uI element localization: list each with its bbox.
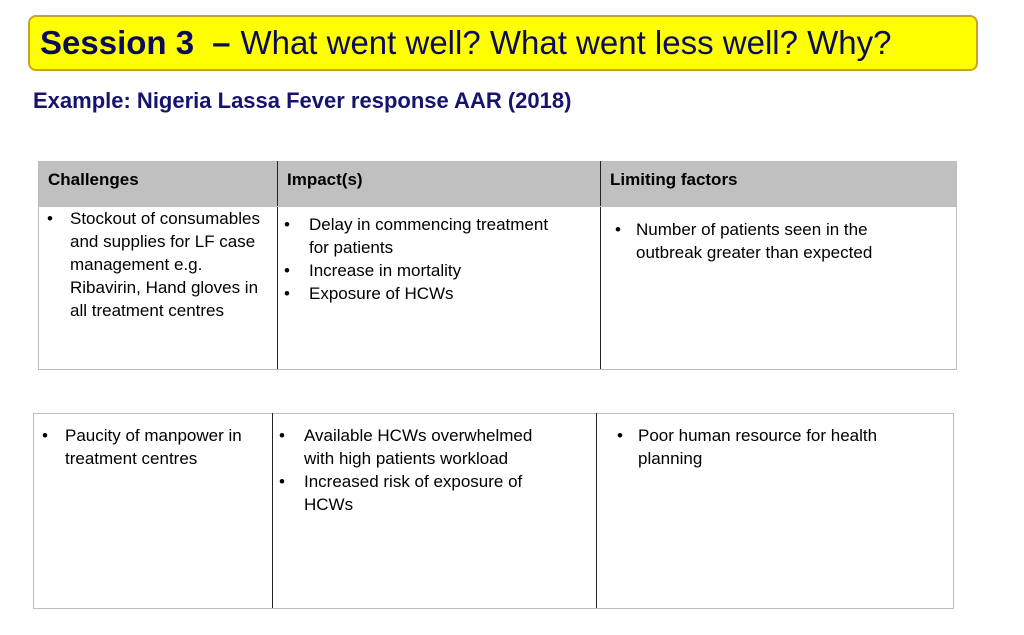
header-limiting-factors: Limiting factors <box>601 162 957 207</box>
limiting-factors-cell <box>597 414 954 609</box>
challenges-cell <box>34 414 273 609</box>
list-item: • Increased risk of exposure of HCWs <box>273 470 566 516</box>
table-row <box>34 414 954 609</box>
impacts-cell <box>273 414 597 609</box>
list-item: • Number of patients seen in the outbreak greater than expected <box>609 218 916 264</box>
limiting-factors-cell <box>601 207 957 370</box>
list-item: • Stockout of consumables and supplies for LF case management e.g. Ribavirin, Hand gloves in all treatment centres <box>41 207 271 322</box>
challenges-list <box>39 207 277 322</box>
session-title-banner <box>28 15 978 71</box>
limiting-list <box>601 207 956 264</box>
example-subtitle: Example: Nigeria Lassa Fever response AAR (2018) <box>33 88 572 113</box>
challenges-cell <box>39 207 278 370</box>
list-item: • Available HCWs overwhelmed with high patients workload <box>273 424 566 470</box>
list-item: • Increase in mortality <box>278 259 560 282</box>
title-dash: – <box>212 24 231 61</box>
table-header-row <box>39 162 957 207</box>
session-question: What went well? What went less well? Why? <box>240 24 892 61</box>
session-label: Session 3 <box>40 24 195 61</box>
list-item: • Poor human resource for health planning <box>611 424 913 470</box>
header-challenges: Challenges <box>39 162 278 207</box>
list-item: • Delay in commencing treatment for patients <box>278 213 560 259</box>
limiting-list <box>597 414 953 470</box>
list-item: • Paucity of manpower in treatment centres <box>36 424 266 470</box>
aar-table-1 <box>38 161 957 370</box>
impacts-list <box>278 207 600 305</box>
header-impacts: Impact(s) <box>278 162 601 207</box>
aar-table-2 <box>33 413 954 609</box>
challenges-list <box>34 414 272 470</box>
impacts-list <box>273 414 596 516</box>
impacts-cell <box>278 207 601 370</box>
table-row <box>39 207 957 370</box>
list-item: • Exposure of HCWs <box>278 282 560 305</box>
